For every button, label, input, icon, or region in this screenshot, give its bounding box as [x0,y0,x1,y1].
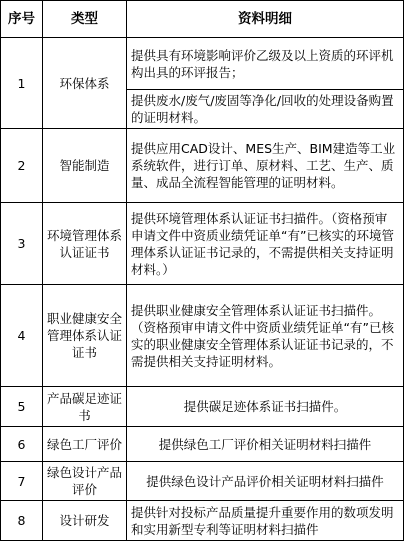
table-row [1,462,404,501]
row-no: 5 [1,387,43,427]
row-no: 4 [1,285,43,387]
table-header-row [1,1,404,38]
table-row [1,203,404,285]
row-detail: 提供具有环境影响评价乙级及以上资质的环评机构出具的环评报告； [127,38,404,90]
row-no: 2 [1,129,43,203]
row-type: 设计研发 [43,501,127,541]
table-row [1,38,404,90]
row-type: 环境管理体系认证证书 [43,203,127,285]
row-type: 职业健康安全管理体系认证证书 [43,285,127,387]
row-no: 8 [1,501,43,541]
row-no: 3 [1,203,43,285]
row-type: 智能制造 [43,129,127,203]
row-detail: 提供环境管理体系认证证书扫描件。（资格预审申请文件中资质业绩凭证单“有”已核实的环境管理体系认证证书记录的，不需提供相关支持证明材料。） [127,203,404,285]
row-detail: 提供废水/废气/废固等净化/回收的处理设备购置的证明材料。 [127,90,404,129]
row-detail: 提供绿色设计产品评价相关证明材料扫描件 [127,462,404,501]
table-row [1,427,404,462]
row-no: 1 [1,38,43,129]
table-row [1,285,404,387]
row-detail: 提供职业健康安全管理体系认证证书扫描件。（资格预审申请文件中资质业绩凭证单“有”已核实的职业健康安全管理体系认证证书记录的，不需提供相关支持证明材料。 [127,285,404,387]
row-no: 6 [1,427,43,462]
row-detail: 提供针对投标产品质量提升重要作用的数项发明和实用新型专利等证明材料扫描件 [127,501,404,541]
table-row [1,501,404,541]
row-no: 7 [1,462,43,501]
header-type: 类型 [43,1,127,38]
header-detail: 资料明细 [127,1,404,38]
table-row [1,129,404,203]
row-type: 产品碳足迹证书 [43,387,127,427]
table-row [1,387,404,427]
row-type: 绿色工厂评价 [43,427,127,462]
row-type: 环保体系 [43,38,127,129]
row-detail: 提供碳足迹体系证书扫描件。 [127,387,404,427]
row-type: 绿色设计产品评价 [43,462,127,501]
row-detail: 提供应用CAD设计、MES生产、BIM建造等工业系统软件，进行订单、原材料、工艺、生产、质量、成品全流程智能管理的证明材料。 [127,129,404,203]
header-no: 序号 [1,1,43,38]
row-detail: 提供绿色工厂评价相关证明材料扫描件 [127,427,404,462]
